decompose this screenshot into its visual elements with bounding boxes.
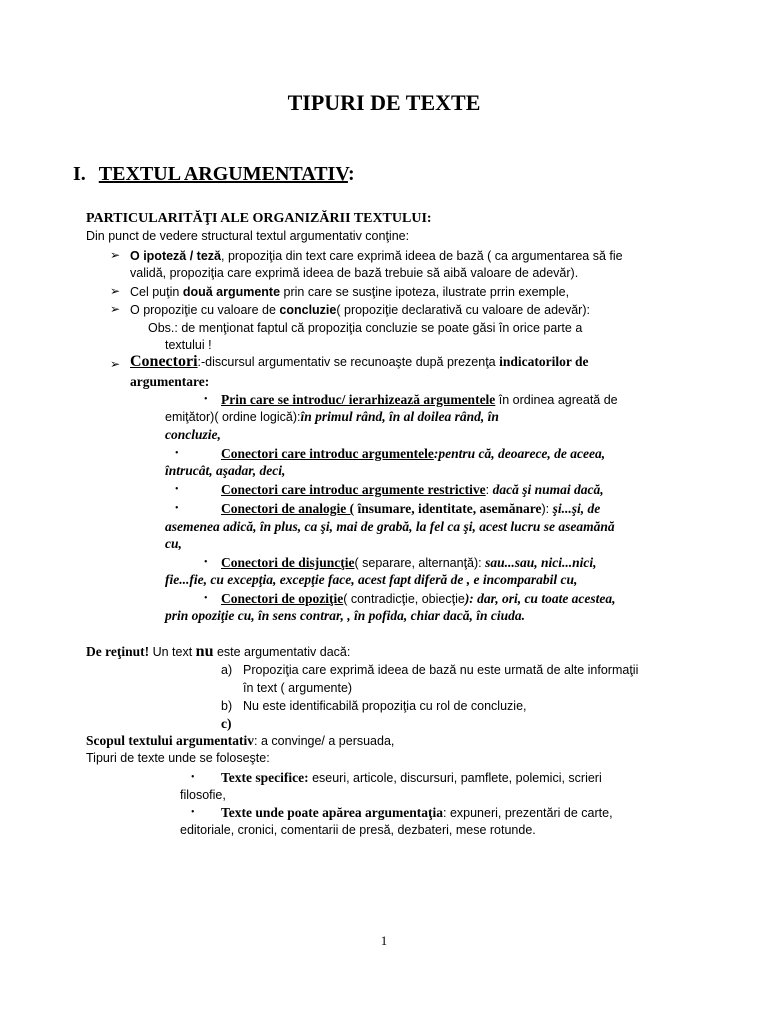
retinut-b-line1: Nu este identificabilă propoziţia cu rol de concluzie, (243, 699, 527, 713)
retinut-bold: De reţinut! (86, 644, 150, 659)
ipoteza-line1 (130, 248, 623, 264)
connector-2-label: Conectori care introduc argumentele (221, 446, 434, 461)
connector-5-plain: ( separare, alternanţă): (354, 556, 486, 570)
connector-1-rest: în ordinea agreată de (495, 393, 618, 407)
connector-4-bold: însumare, identitate, asemănare (354, 501, 542, 516)
connector-6-line1 (221, 590, 616, 608)
retinut-pre: Un text (149, 645, 196, 659)
connector-1-line3: concluzie, (165, 427, 221, 442)
retinut-c-marker: c) (221, 716, 232, 731)
conectori-line2: argumentare: (130, 374, 210, 389)
arrow-bullet-icon: ➢ (110, 284, 121, 298)
connector-6-line2: prin opoziţie cu, în sens contrar, , în pofida, chiar dacă, în ciuda. (165, 608, 526, 623)
tipuri-1-line2: filosofie, (180, 788, 226, 802)
argumente-rest: prin care se susţine ipoteza, ilustrate prrin exemple, (280, 285, 570, 299)
conectori-bold-end: indicatorilor de (499, 354, 589, 369)
tipuri-1-rest: eseuri, articole, discursuri, pamflete, polemici, scrieri (308, 771, 602, 785)
retinut-nu: nu (195, 643, 214, 660)
dot-bullet-icon: • (204, 593, 208, 604)
connector-4-plain: ): (541, 502, 553, 516)
retinut-b-marker: b) (221, 699, 233, 713)
intro-text: Din punct de vedere structural textul argumentativ conţine: (86, 229, 410, 243)
section-colon: : (347, 163, 355, 185)
dot-bullet-icon: • (191, 807, 195, 818)
retinut-rest: este argumentativ dacă: (213, 645, 351, 659)
argumente-bold: două argumente (182, 285, 281, 299)
concluzie-bold: concluzie (279, 303, 337, 317)
connector-4-label: Conectori de analogie ( (221, 501, 355, 516)
retinut-a-line2: în text ( argumente) (243, 681, 353, 695)
conectori-rest: :-discursul argumentativ se recunoaşte după prezenţa (197, 355, 500, 369)
connector-2-italic: :pentru că, deoarece, de aceea, (433, 446, 606, 461)
argumente-pre: Cel puţin (130, 285, 183, 299)
connector-6-label: Conectori de opoziţie (221, 591, 344, 606)
connector-1-label: Prin care se introduc/ ierarhizează argumentele (221, 392, 496, 407)
arrow-bullet-icon: ➢ (110, 248, 121, 262)
connector-3-label: Conectori care introduc argumente restrictive (221, 482, 486, 497)
arrow-bullet-icon: ➢ (110, 302, 121, 316)
dot-bullet-icon: • (175, 484, 179, 495)
connector-5-label: Conectori de disjuncţie (221, 555, 355, 570)
tipuri-2-line1 (221, 804, 613, 822)
connector-2-line1 (221, 445, 605, 462)
connector-3-line1 (221, 481, 604, 499)
connector-2-line2: întrucât, aşadar, deci, (165, 463, 286, 478)
connector-3-plain: : (485, 483, 493, 497)
concluzie-pre: O propoziţie cu valoare de (130, 303, 280, 317)
tipuri-intro: Tipuri de texte unde se foloseşte: (86, 751, 270, 765)
connector-4-italic: şi...şi, de (552, 501, 601, 516)
argumente-line (130, 284, 569, 300)
dot-bullet-icon: • (191, 772, 195, 783)
section-number: I. (73, 163, 86, 185)
tipuri-2-bold: Texte unde poate apărea argumentaţia (221, 805, 443, 820)
scopul-rest: : a convinge/ a persuada, (254, 734, 395, 748)
connector-5-line2: fie...fie, cu excepţia, excepţie face, acest fapt diferă de , e incomparabil cu, (165, 572, 578, 587)
subheading: PARTICULARITĂŢI ALE ORGANIZĂRII TEXTULUI: (86, 211, 432, 226)
dot-bullet-icon: • (175, 448, 179, 459)
dot-bullet-icon: • (204, 557, 208, 568)
connector-6-plain: ( contradicţie, obiecţie (343, 592, 465, 606)
concluzie-rest: ( propoziţie declarativă cu valoare de adevăr): (336, 303, 590, 317)
retinut-a-marker: a) (221, 663, 233, 677)
ipoteza-rest: , propoziţia din text care exprimă ideea de bază ( ca argumentarea să fie (221, 249, 623, 263)
tipuri-1-bold: Texte specifice: (221, 770, 309, 785)
arrow-bullet-icon: ➢ (110, 357, 121, 371)
dot-bullet-icon: • (204, 394, 208, 405)
concluzie-line (130, 302, 590, 318)
retinut-line (86, 643, 350, 661)
scopul-line (86, 732, 394, 750)
dot-bullet-icon: • (175, 503, 179, 514)
section-heading (73, 163, 355, 186)
retinut-a-line1: Propoziţia care exprimă ideea de bază nu este urmată de alte informaţii (243, 663, 639, 677)
connector-1-line2 (165, 408, 499, 426)
connector-1-plain: emiţător)( ordine logică): (165, 410, 301, 424)
scopul-bold: Scopul textului argumentativ (86, 733, 255, 748)
tipuri-2-line2: editoriale, cronici, comentarii de presă, dezbateri, mese rotunde. (180, 823, 536, 837)
section-title: TEXTUL ARGUMENTATIV (98, 163, 348, 185)
connector-3-italic: dacă şi numai dacă, (492, 482, 604, 497)
connector-4-line3: cu, (165, 536, 182, 551)
ipoteza-line2: validă, propoziţia care exprimă ideea de bază trebuie să aibă valoare de adevăr). (130, 266, 579, 280)
ipoteza-bold: O ipoteză / teză (130, 249, 221, 263)
connector-4-line2: asemenea adică, în plus, ca şi, mai de grabă, la fel ca şi, acest lucru se aseamănă (165, 519, 615, 534)
connector-1-line1 (221, 391, 618, 409)
obs-line2: textului ! (165, 338, 212, 352)
connector-5-line1 (221, 554, 597, 572)
connector-1-italic: în primul rând, în al doilea rând, în (300, 409, 499, 424)
connector-4-line1 (221, 500, 600, 518)
obs-line1: Obs.: de menţionat faptul că propoziţia concluzie se poate găsi în orice parte a (148, 321, 583, 335)
conectori-word: Conectori (130, 353, 198, 370)
tipuri-2-rest: : expuneri, prezentări de carte, (443, 806, 613, 820)
connector-5-italic: sau...sau, nici...nici, (485, 555, 597, 570)
conectori-line (130, 353, 588, 371)
page-title: TIPURI DE TEXTE (287, 90, 481, 115)
connector-6-italic: ): dar, ori, cu toate acestea, (464, 591, 616, 606)
tipuri-1-line1 (221, 769, 602, 787)
page-number: 1 (380, 933, 388, 948)
